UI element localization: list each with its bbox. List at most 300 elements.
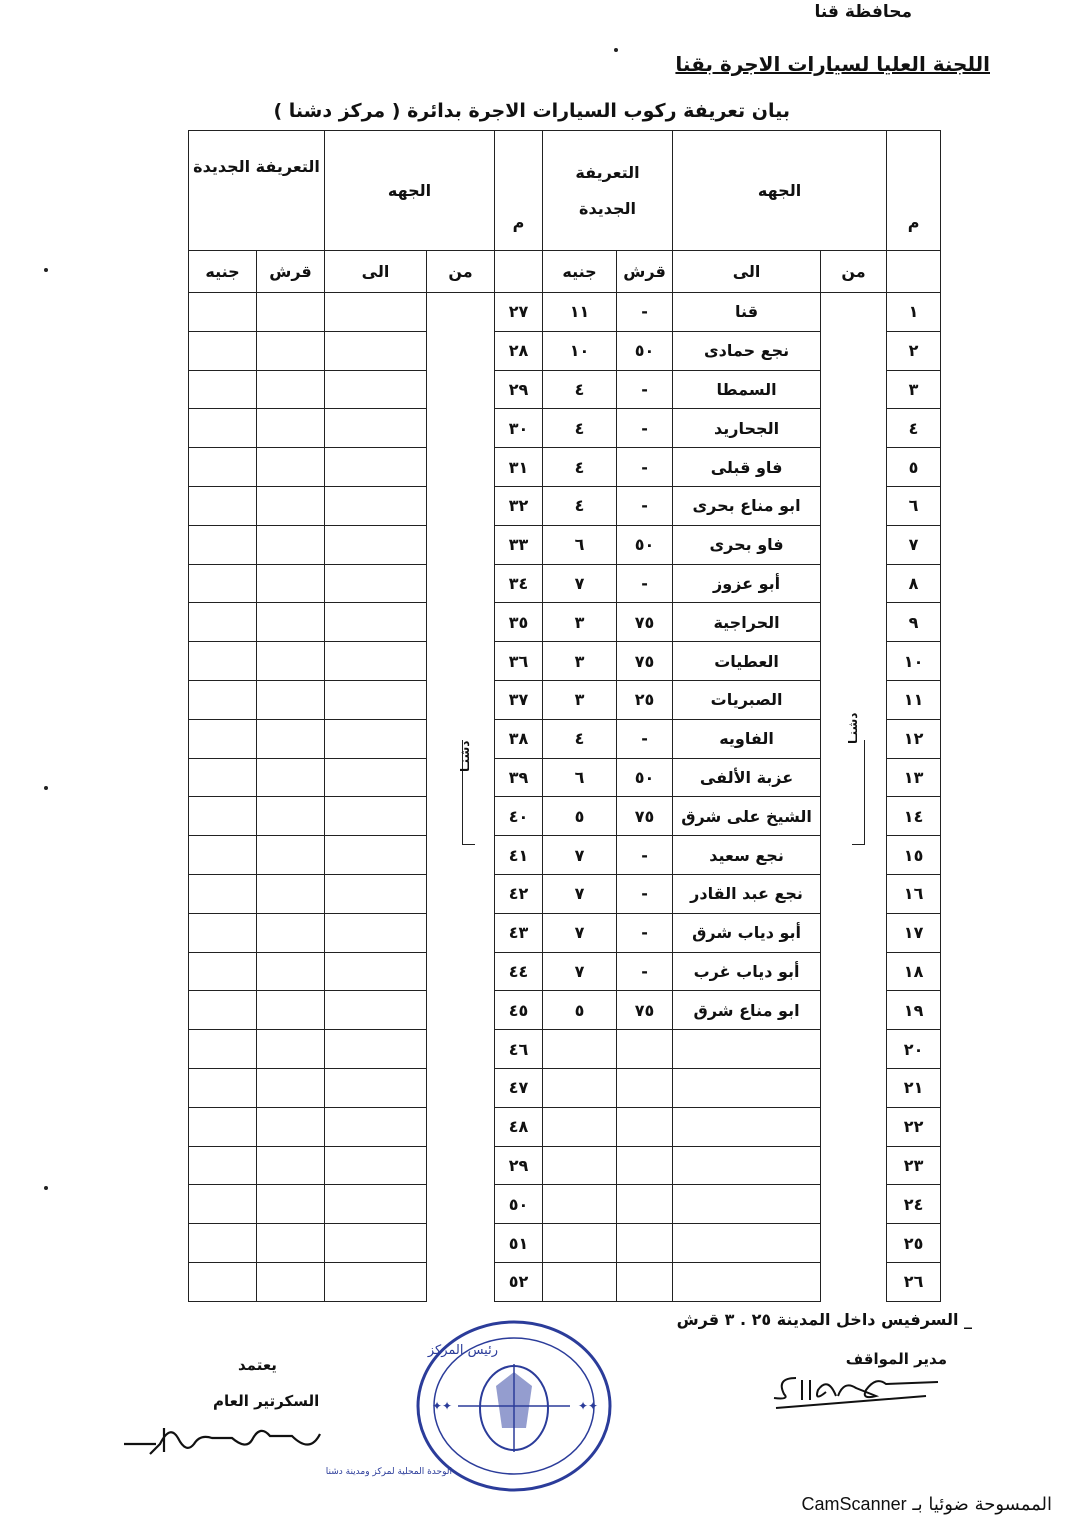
piasters-cell — [257, 370, 325, 409]
row-number: ١٢ — [887, 719, 941, 758]
destination-cell — [325, 370, 427, 409]
subheader-piasters-right: قرش — [617, 251, 673, 293]
official-stamp — [325, 1316, 628, 1496]
pounds-cell — [543, 1185, 617, 1224]
piasters-cell: ٧٥ — [617, 797, 673, 836]
row-number: ٥ — [887, 448, 941, 487]
piasters-cell — [257, 1262, 325, 1301]
manager-signature — [766, 1368, 946, 1416]
from-cell — [427, 642, 495, 681]
pounds-cell — [189, 1262, 257, 1301]
approved-label: يعتمد — [238, 1356, 277, 1374]
piasters-cell: - — [617, 564, 673, 603]
table-row — [189, 1146, 941, 1185]
from-cell — [427, 874, 495, 913]
destination-cell — [325, 564, 427, 603]
table-row — [189, 719, 941, 758]
destination-cell — [673, 1146, 821, 1185]
row-number: ٢٥ — [887, 1224, 941, 1263]
destination-cell — [325, 758, 427, 797]
row-number: ٤٥ — [495, 991, 543, 1030]
row-number: ٢٤ — [887, 1185, 941, 1224]
piasters-cell — [257, 991, 325, 1030]
destination-cell — [325, 448, 427, 487]
pounds-cell: ٤ — [543, 486, 617, 525]
pounds-cell — [189, 680, 257, 719]
from-cell — [427, 564, 495, 603]
pounds-cell — [189, 991, 257, 1030]
row-number: ٨ — [887, 564, 941, 603]
pounds-cell — [189, 797, 257, 836]
piasters-cell: ٥٠ — [617, 758, 673, 797]
destination-cell — [325, 874, 427, 913]
fare-table — [188, 130, 941, 1302]
from-cell — [821, 603, 887, 642]
secretary-signature — [120, 1414, 330, 1462]
row-number: ٤١ — [495, 836, 543, 875]
table-row — [189, 603, 941, 642]
table-row — [189, 370, 941, 409]
row-number: ٩ — [887, 603, 941, 642]
piasters-cell — [257, 952, 325, 991]
piasters-cell: ٧٥ — [617, 603, 673, 642]
table-row — [189, 836, 941, 875]
row-number: ٤٨ — [495, 1107, 543, 1146]
from-label-left: دشنـا — [458, 740, 472, 772]
fare-table-body — [189, 293, 941, 1302]
speck — [614, 48, 618, 52]
row-number: ٤٢ — [495, 874, 543, 913]
row-number: ٣٧ — [495, 680, 543, 719]
piasters-cell: - — [617, 952, 673, 991]
piasters-cell — [617, 1146, 673, 1185]
pounds-cell — [543, 1224, 617, 1263]
destination-cell: السمطا — [673, 370, 821, 409]
pounds-cell: ٧ — [543, 874, 617, 913]
destination-cell: الحراجية — [673, 603, 821, 642]
piasters-cell: ٧٥ — [617, 991, 673, 1030]
header-fare-left: التعريفة الجديدة — [189, 131, 325, 251]
piasters-cell — [257, 293, 325, 332]
row-number: ١٠ — [887, 642, 941, 681]
camscanner-watermark: الممسوحة ضوئيا بـ CamScanner — [801, 1494, 1052, 1515]
from-cell — [821, 1068, 887, 1107]
from-cell — [821, 1107, 887, 1146]
from-cell — [821, 874, 887, 913]
pounds-cell — [189, 370, 257, 409]
row-number: ٣٨ — [495, 719, 543, 758]
row-number: ٢ — [887, 331, 941, 370]
from-cell — [427, 448, 495, 487]
from-bracket-right — [852, 740, 865, 845]
row-number: ٦ — [887, 486, 941, 525]
pounds-cell: ٥ — [543, 991, 617, 1030]
pounds-cell — [189, 525, 257, 564]
from-cell — [427, 293, 495, 332]
subheader-pounds-left: جنيه — [189, 251, 257, 293]
pounds-cell — [189, 758, 257, 797]
subheader-pounds-right: جنيه — [543, 251, 617, 293]
destination-cell: الصبريات — [673, 680, 821, 719]
pounds-cell: ١٠ — [543, 331, 617, 370]
piasters-cell — [257, 603, 325, 642]
from-cell — [821, 409, 887, 448]
destination-cell: نجع عبد القادر — [673, 874, 821, 913]
destination-cell — [673, 1262, 821, 1301]
from-cell — [427, 486, 495, 525]
row-number: ٢٩ — [495, 370, 543, 409]
row-number: ١٥ — [887, 836, 941, 875]
piasters-cell: - — [617, 913, 673, 952]
destination-cell — [325, 486, 427, 525]
subheader-to-left: الى — [325, 251, 427, 293]
row-number: ٢٧ — [495, 293, 543, 332]
pounds-cell — [189, 1030, 257, 1069]
from-cell — [427, 797, 495, 836]
piasters-cell — [257, 758, 325, 797]
piasters-cell — [257, 1224, 325, 1263]
row-number: ١٩ — [887, 991, 941, 1030]
row-number: ٤ — [887, 409, 941, 448]
row-number: ٣٠ — [495, 409, 543, 448]
destination-cell: ابو مناع شرق — [673, 991, 821, 1030]
manager-title: مدير المواقف — [845, 1350, 947, 1368]
destination-cell: الجحاريد — [673, 409, 821, 448]
table-row — [189, 1262, 941, 1301]
from-cell — [821, 1030, 887, 1069]
destination-cell — [325, 1030, 427, 1069]
destination-cell: الفاويه — [673, 719, 821, 758]
piasters-cell — [257, 797, 325, 836]
destination-cell: فاو قبلى — [673, 448, 821, 487]
from-label-right: دشنـا — [846, 712, 860, 744]
row-number: ٢٢ — [887, 1107, 941, 1146]
from-cell — [821, 1146, 887, 1185]
pounds-cell: ٤ — [543, 719, 617, 758]
piasters-cell — [257, 913, 325, 952]
pounds-cell — [189, 603, 257, 642]
destination-cell — [325, 1146, 427, 1185]
from-cell — [821, 331, 887, 370]
destination-cell — [325, 1068, 427, 1107]
from-cell — [821, 293, 887, 332]
destination-cell — [325, 331, 427, 370]
pounds-cell — [189, 1185, 257, 1224]
pounds-cell — [189, 642, 257, 681]
from-cell — [427, 1146, 495, 1185]
subheader-piasters-left: قرش — [257, 251, 325, 293]
pounds-cell: ٣ — [543, 642, 617, 681]
destination-cell: أبو دياب شرق — [673, 913, 821, 952]
table-row — [189, 758, 941, 797]
pounds-cell: ٤ — [543, 370, 617, 409]
stamp-pattern: ✦✦ — [432, 1399, 453, 1413]
row-number: ٥٢ — [495, 1262, 543, 1301]
destination-cell — [325, 1185, 427, 1224]
pounds-cell: ٦ — [543, 758, 617, 797]
from-cell — [427, 1224, 495, 1263]
from-cell — [427, 991, 495, 1030]
piasters-cell — [257, 1146, 325, 1185]
row-number: ٧ — [887, 525, 941, 564]
row-number: ٤٧ — [495, 1068, 543, 1107]
speck — [44, 268, 48, 272]
from-cell — [427, 525, 495, 564]
from-cell — [821, 1262, 887, 1301]
pounds-cell — [189, 409, 257, 448]
pounds-cell — [189, 486, 257, 525]
piasters-cell: ٢٥ — [617, 680, 673, 719]
destination-cell — [325, 680, 427, 719]
subheader-from-right: من — [821, 251, 887, 293]
destination-cell — [325, 409, 427, 448]
pounds-cell: ٤ — [543, 448, 617, 487]
pounds-cell: ٥ — [543, 797, 617, 836]
destination-cell — [325, 991, 427, 1030]
subheader-blank — [887, 251, 941, 293]
service-note: _ السرفيس داخل المدينة ٢٥ . ٣ قرش — [676, 1310, 972, 1329]
pounds-cell — [189, 1224, 257, 1263]
from-cell — [427, 603, 495, 642]
from-cell — [427, 952, 495, 991]
pounds-cell — [543, 1146, 617, 1185]
secretary-general-title: السكرتير العام — [213, 1392, 320, 1410]
from-cell — [821, 525, 887, 564]
subheader-blank — [495, 251, 543, 293]
row-number: ٣٥ — [495, 603, 543, 642]
piasters-cell: - — [617, 486, 673, 525]
from-cell — [427, 1262, 495, 1301]
from-cell — [427, 370, 495, 409]
destination-cell: أبو عزوز — [673, 564, 821, 603]
row-number: ٢٠ — [887, 1030, 941, 1069]
piasters-cell — [257, 331, 325, 370]
row-number: ٣٩ — [495, 758, 543, 797]
row-number: ٤٣ — [495, 913, 543, 952]
table-row — [189, 642, 941, 681]
piasters-cell: ٧٥ — [617, 642, 673, 681]
from-cell — [427, 836, 495, 875]
row-number: ٣٦ — [495, 642, 543, 681]
piasters-cell — [617, 1185, 673, 1224]
destination-cell: الشيخ على شرق — [673, 797, 821, 836]
pounds-cell: ٧ — [543, 564, 617, 603]
piasters-cell: - — [617, 293, 673, 332]
piasters-cell: ٥٠ — [617, 331, 673, 370]
from-cell — [427, 680, 495, 719]
speck — [44, 1186, 48, 1190]
row-number: ٣١ — [495, 448, 543, 487]
table-row — [189, 1030, 941, 1069]
destination-cell — [673, 1224, 821, 1263]
from-cell — [427, 1107, 495, 1146]
destination-cell — [325, 642, 427, 681]
row-number: ٣٣ — [495, 525, 543, 564]
table-row — [189, 564, 941, 603]
row-number: ١ — [887, 293, 941, 332]
destination-cell — [325, 603, 427, 642]
row-number: ١٣ — [887, 758, 941, 797]
destination-cell — [325, 913, 427, 952]
row-number: ٣ — [887, 370, 941, 409]
piasters-cell: - — [617, 448, 673, 487]
stamp-text: رئيس المركز — [427, 1343, 498, 1358]
pounds-cell — [189, 1068, 257, 1107]
destination-cell — [325, 797, 427, 836]
header-direction-right: الجهه — [673, 131, 887, 251]
from-cell — [821, 370, 887, 409]
from-cell — [821, 564, 887, 603]
from-cell — [821, 1185, 887, 1224]
destination-cell: ابو مناع بحرى — [673, 486, 821, 525]
piasters-cell — [257, 1185, 325, 1224]
from-cell — [821, 952, 887, 991]
table-row — [189, 991, 941, 1030]
destination-cell — [673, 1030, 821, 1069]
pounds-cell — [189, 874, 257, 913]
row-number: ١٧ — [887, 913, 941, 952]
piasters-cell — [617, 1068, 673, 1107]
piasters-cell — [257, 719, 325, 758]
piasters-cell — [617, 1030, 673, 1069]
pounds-cell — [189, 564, 257, 603]
from-cell — [427, 331, 495, 370]
destination-cell: قنا — [673, 293, 821, 332]
stamp-pattern: ✦✦ — [578, 1399, 599, 1413]
pounds-cell — [543, 1068, 617, 1107]
pounds-cell — [189, 913, 257, 952]
from-cell — [821, 913, 887, 952]
pounds-cell — [189, 1146, 257, 1185]
piasters-cell: - — [617, 719, 673, 758]
piasters-cell — [257, 525, 325, 564]
row-number: ٢٨ — [495, 331, 543, 370]
piasters-cell — [257, 486, 325, 525]
piasters-cell: - — [617, 409, 673, 448]
destination-cell — [325, 836, 427, 875]
pounds-cell: ٧ — [543, 913, 617, 952]
pounds-cell — [189, 1107, 257, 1146]
table-row — [189, 680, 941, 719]
destination-cell — [673, 1107, 821, 1146]
destination-cell — [325, 719, 427, 758]
destination-cell: أبو دياب غرب — [673, 952, 821, 991]
committee-title: اللجنة العليا لسيارات الاجرة بقنا — [675, 52, 990, 76]
header-fare-right: التعريفة الجديدة — [543, 131, 673, 251]
table-row — [189, 448, 941, 487]
from-cell — [821, 991, 887, 1030]
row-number: ١٤ — [887, 797, 941, 836]
from-cell — [821, 1224, 887, 1263]
pounds-cell: ٧ — [543, 836, 617, 875]
piasters-cell — [257, 564, 325, 603]
from-cell — [427, 1068, 495, 1107]
destination-cell — [325, 293, 427, 332]
from-cell — [821, 486, 887, 525]
table-row — [189, 409, 941, 448]
governorate-heading: محافظة قنا — [814, 2, 912, 22]
destination-cell: نجع حمادى — [673, 331, 821, 370]
row-number: ٤٤ — [495, 952, 543, 991]
destination-cell: نجع سعيد — [673, 836, 821, 875]
document-subtitle: بيان تعريفة ركوب السيارات الاجرة بدائرة ( مركز دشنا ) — [273, 100, 790, 122]
pounds-cell — [189, 331, 257, 370]
subheader-from-left: من — [427, 251, 495, 293]
pounds-cell — [189, 719, 257, 758]
pounds-cell — [543, 1107, 617, 1146]
piasters-cell — [257, 642, 325, 681]
piasters-cell — [617, 1262, 673, 1301]
table-row — [189, 331, 941, 370]
piasters-cell — [257, 1068, 325, 1107]
row-number: ١١ — [887, 680, 941, 719]
destination-cell: العطيات — [673, 642, 821, 681]
destination-cell — [325, 1262, 427, 1301]
pounds-cell — [543, 1262, 617, 1301]
speck — [44, 786, 48, 790]
table-row — [189, 293, 941, 332]
subheader-to-right: الى — [673, 251, 821, 293]
destination-cell: عزبة الألفى — [673, 758, 821, 797]
pounds-cell — [189, 448, 257, 487]
piasters-cell — [617, 1107, 673, 1146]
table-row — [189, 525, 941, 564]
piasters-cell — [257, 874, 325, 913]
header-direction-left: الجهه — [325, 131, 495, 251]
from-cell — [427, 1185, 495, 1224]
header-num-right: م — [887, 131, 941, 251]
from-cell — [821, 642, 887, 681]
row-number: ٢١ — [887, 1068, 941, 1107]
pounds-cell: ٦ — [543, 525, 617, 564]
table-row — [189, 1068, 941, 1107]
piasters-cell — [257, 680, 325, 719]
row-number: ٤٦ — [495, 1030, 543, 1069]
piasters-cell — [257, 1107, 325, 1146]
row-number: ٢٣ — [887, 1146, 941, 1185]
from-cell — [821, 448, 887, 487]
row-number: ٢٩ — [495, 1146, 543, 1185]
row-number: ٣٤ — [495, 564, 543, 603]
piasters-cell — [257, 836, 325, 875]
pounds-cell: ٧ — [543, 952, 617, 991]
piasters-cell — [257, 1030, 325, 1069]
destination-cell — [673, 1068, 821, 1107]
row-number: ٥٠ — [495, 1185, 543, 1224]
row-number: ٤٠ — [495, 797, 543, 836]
pounds-cell: ٣ — [543, 603, 617, 642]
row-number: ١٨ — [887, 952, 941, 991]
from-cell — [427, 409, 495, 448]
pounds-cell — [543, 1030, 617, 1069]
from-cell — [427, 913, 495, 952]
row-number: ٢٦ — [887, 1262, 941, 1301]
destination-cell — [325, 525, 427, 564]
row-number: ٥١ — [495, 1224, 543, 1263]
destination-cell — [325, 952, 427, 991]
pounds-cell — [189, 836, 257, 875]
piasters-cell: - — [617, 836, 673, 875]
pounds-cell: ٤ — [543, 409, 617, 448]
stamp-ring-text: الوحدة المحلية لمركز ومدينة دشنا — [325, 1467, 452, 1477]
destination-cell — [673, 1185, 821, 1224]
piasters-cell — [617, 1224, 673, 1263]
piasters-cell: ٥٠ — [617, 525, 673, 564]
table-row — [189, 797, 941, 836]
piasters-cell — [257, 409, 325, 448]
pounds-cell — [189, 293, 257, 332]
destination-cell — [325, 1107, 427, 1146]
